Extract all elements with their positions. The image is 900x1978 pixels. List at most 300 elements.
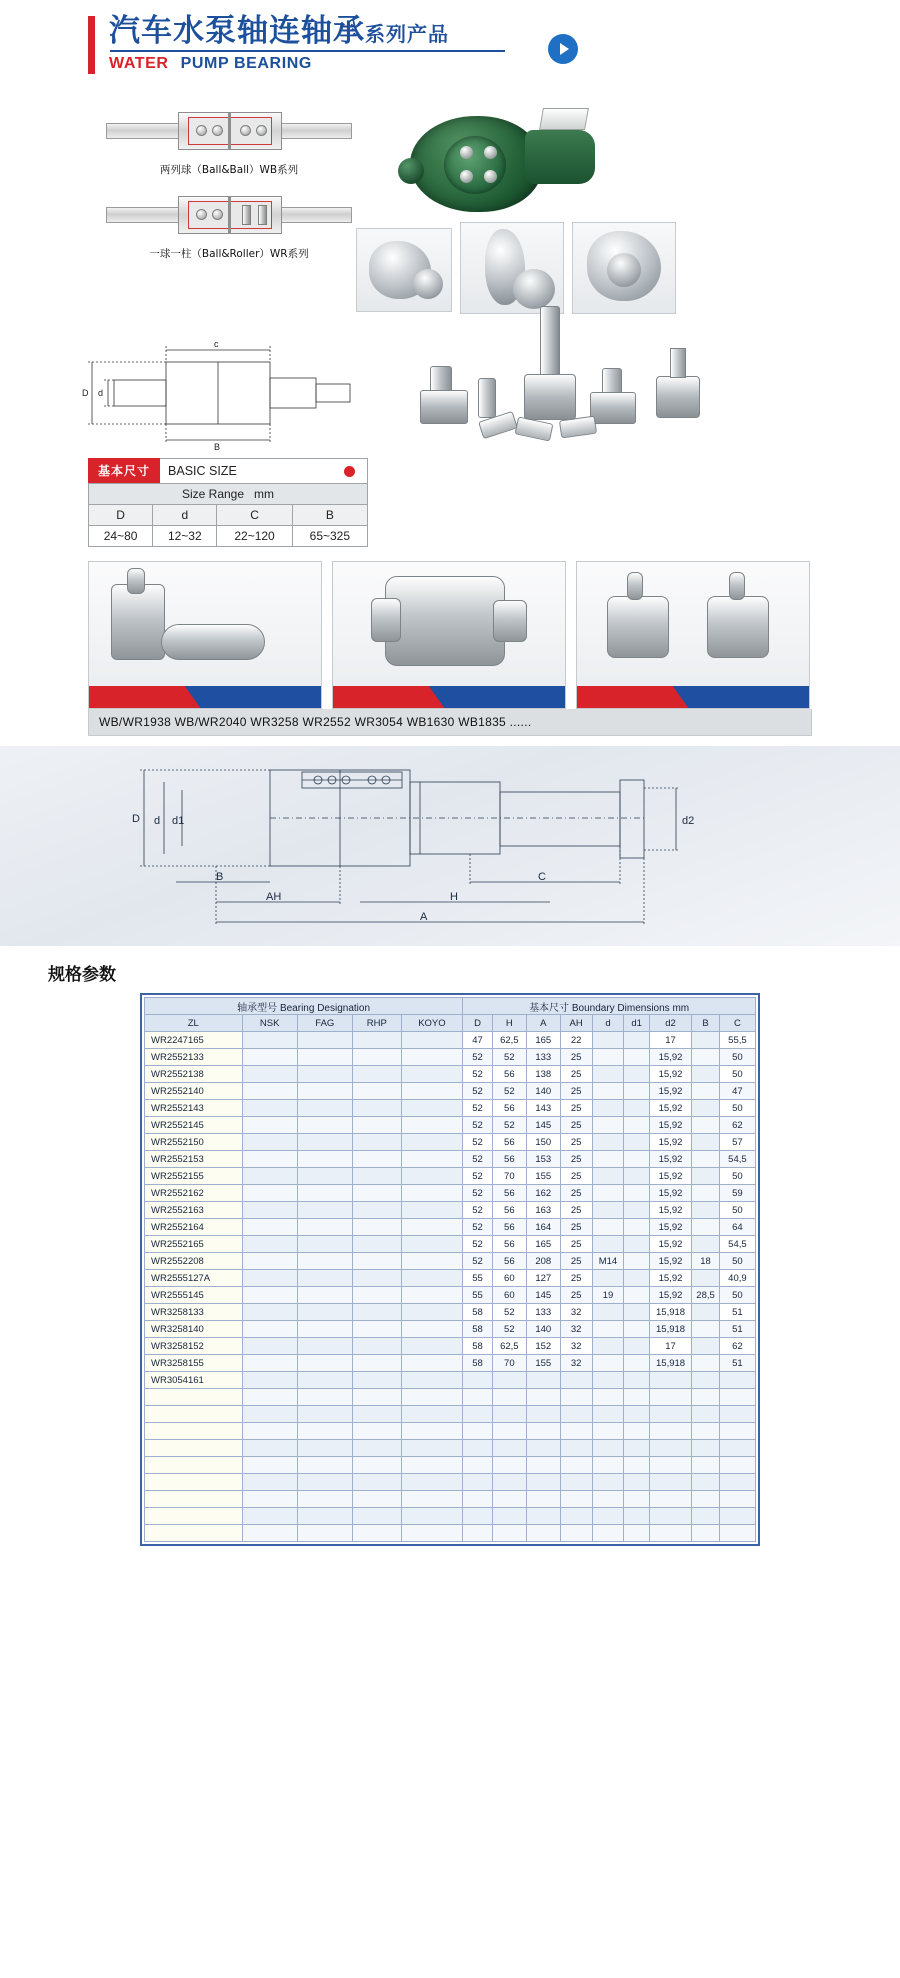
product-model-caption: WB/WR1938 WB/WR2040 WR3258 WR2552 WR3054 WB1630 WB1835 ...... [88, 709, 812, 736]
cell-B [692, 1083, 720, 1100]
shaft-left [106, 207, 184, 223]
spec-table [144, 997, 756, 1542]
cell-fag [297, 1355, 352, 1372]
cell-A: 138 [526, 1066, 560, 1083]
dim-label-c: c [214, 340, 219, 349]
cell-H [492, 1457, 526, 1474]
col-header-d1: d1 [624, 1015, 649, 1032]
cell-A [526, 1525, 560, 1542]
table-row [145, 1066, 756, 1083]
dim-label-d2: d2 [682, 815, 695, 827]
col-header-C: C [719, 1015, 755, 1032]
cell-H: 56 [492, 1185, 526, 1202]
title-block [0, 14, 900, 74]
cell-H: 56 [492, 1253, 526, 1270]
cell-koyo [401, 1134, 463, 1151]
cell-AH [560, 1457, 592, 1474]
cell-B [692, 1406, 720, 1423]
shaft-right [274, 207, 352, 223]
cell-d2 [649, 1389, 691, 1406]
cell-A [526, 1423, 560, 1440]
product-overview-area [0, 100, 900, 340]
cell-A [526, 1389, 560, 1406]
table-row [145, 1304, 756, 1321]
cell-d1 [624, 1338, 649, 1355]
cell-nsk [242, 1525, 297, 1542]
cell-rhp [352, 1032, 401, 1049]
cell-d2 [649, 1491, 691, 1508]
cell-D: 52 [463, 1100, 493, 1117]
cell-rhp [352, 1304, 401, 1321]
cell-AH: 32 [560, 1338, 592, 1355]
cell-C [719, 1406, 755, 1423]
table-row [145, 1338, 756, 1355]
cell-AH: 25 [560, 1100, 592, 1117]
cell-d2: 15,918 [649, 1304, 691, 1321]
cell-d1 [624, 1270, 649, 1287]
cell-koyo [401, 1406, 463, 1423]
col-header-d2: d2 [649, 1015, 691, 1032]
cell-koyo [401, 1474, 463, 1491]
cell-C: 55,5 [719, 1032, 755, 1049]
cell-AH: 25 [560, 1219, 592, 1236]
cell-A: 165 [526, 1032, 560, 1049]
cell-fag [297, 1491, 352, 1508]
cell-C [719, 1508, 755, 1525]
cell-d1 [624, 1355, 649, 1372]
bearing-part [590, 392, 636, 424]
cell-d2 [649, 1474, 691, 1491]
spec-column-header-row [145, 1015, 756, 1032]
schematic-ball-ball [104, 104, 354, 158]
pump-thumbnail-3 [572, 222, 676, 314]
table-row [145, 1423, 756, 1440]
dimension-drawing-small [0, 340, 900, 458]
cell-nsk [242, 1389, 297, 1406]
cell-fag [297, 1202, 352, 1219]
cell-AH: 25 [560, 1202, 592, 1219]
cell-nsk [242, 1151, 297, 1168]
cell-bearing-designation-zl: WR2552208 [145, 1253, 243, 1270]
cell-fag [297, 1287, 352, 1304]
cell-D: 58 [463, 1321, 493, 1338]
cell-d2: 15,92 [649, 1219, 691, 1236]
cell-rhp [352, 1151, 401, 1168]
cell-C [719, 1457, 755, 1474]
cell-d2: 15,92 [649, 1202, 691, 1219]
photo-band [577, 686, 809, 708]
cell-d [592, 1406, 624, 1423]
pump-inlet [398, 158, 424, 184]
cell-C: 50 [719, 1100, 755, 1117]
cell-D: 52 [463, 1083, 493, 1100]
cell-H: 52 [492, 1304, 526, 1321]
cell-B [692, 1236, 720, 1253]
cell-nsk [242, 1304, 297, 1321]
table-row [145, 1270, 756, 1287]
pump-outlet [525, 130, 595, 184]
cell-koyo [401, 1287, 463, 1304]
cell-koyo [401, 1185, 463, 1202]
cell-nsk [242, 1185, 297, 1202]
cell-H: 62,5 [492, 1338, 526, 1355]
group-header-dimensions-cn: 基本尺寸 [529, 1002, 570, 1014]
cell-AH: 25 [560, 1236, 592, 1253]
cell-H: 56 [492, 1202, 526, 1219]
cell-AH: 25 [560, 1287, 592, 1304]
dimension-svg-1 [78, 340, 378, 452]
dim-label-d1: d1 [172, 815, 185, 827]
cell-bearing-designation-zl: WR2552162 [145, 1185, 243, 1202]
cell-bearing-designation-zl: WR3258155 [145, 1355, 243, 1372]
page-subtitle [109, 55, 449, 73]
col-header-A: A [526, 1015, 560, 1032]
col-header-C: C [217, 505, 292, 526]
table-row [145, 1525, 756, 1542]
pump-thumbnail-1 [356, 228, 452, 312]
pump-bolt [460, 170, 473, 183]
cell-C [719, 1389, 755, 1406]
cell-d1 [624, 1236, 649, 1253]
cell-H: 56 [492, 1100, 526, 1117]
cell-AH [560, 1525, 592, 1542]
cell-B [692, 1321, 720, 1338]
cell-d1 [624, 1389, 649, 1406]
cell-A: 140 [526, 1321, 560, 1338]
cell-d2: 15,92 [649, 1253, 691, 1270]
cell-A: 208 [526, 1253, 560, 1270]
pump-part-shape [513, 269, 555, 309]
cell-rhp [352, 1338, 401, 1355]
cell-C: 64 [719, 1219, 755, 1236]
col-header-D: D [89, 505, 153, 526]
table-row [145, 1491, 756, 1508]
play-triangle-icon [560, 43, 569, 55]
cell-fag [297, 1338, 352, 1355]
cell-koyo [401, 1372, 463, 1389]
cell-d2: 15,92 [649, 1270, 691, 1287]
basic-size-tag-en-label: BASIC SIZE [168, 464, 237, 478]
cell-d1 [624, 1253, 649, 1270]
cell-C: 47 [719, 1083, 755, 1100]
table-row [145, 1151, 756, 1168]
cell-koyo [401, 1100, 463, 1117]
ball-element [196, 125, 207, 136]
group-header-designation [145, 998, 463, 1015]
cell-A: 133 [526, 1304, 560, 1321]
col-header-zl: ZL [145, 1015, 243, 1032]
bearing-part [656, 376, 700, 418]
shaft-part [627, 572, 643, 600]
cell-koyo [401, 1083, 463, 1100]
cell-rhp [352, 1457, 401, 1474]
photo-band [333, 686, 565, 708]
cell-D: 55 [463, 1287, 493, 1304]
cell-d1 [624, 1474, 649, 1491]
cell-d [592, 1134, 624, 1151]
col-header-B: B [292, 505, 367, 526]
page-subtitle-word1: WATER [109, 54, 169, 72]
play-badge-icon [548, 34, 578, 64]
cell-A: 140 [526, 1083, 560, 1100]
cell-B [692, 1219, 720, 1236]
cell-d1 [624, 1185, 649, 1202]
cell-d2: 17 [649, 1032, 691, 1049]
cell-rhp [352, 1287, 401, 1304]
value-d: 12~32 [153, 526, 217, 547]
group-header-designation-cn: 轴承型号 [237, 1002, 278, 1014]
cell-A [526, 1406, 560, 1423]
table-row [145, 1117, 756, 1134]
group-header-dimensions-en: Boundary Dimensions [571, 1002, 670, 1014]
cell-A: 145 [526, 1117, 560, 1134]
cell-A: 150 [526, 1134, 560, 1151]
cell-fag [297, 1185, 352, 1202]
cell-d1 [624, 1372, 649, 1389]
cell-H [492, 1406, 526, 1423]
shaft-left [106, 123, 184, 139]
cell-AH: 25 [560, 1253, 592, 1270]
cell-rhp [352, 1202, 401, 1219]
cell-B [692, 1151, 720, 1168]
cell-d1 [624, 1202, 649, 1219]
value-D: 24~80 [89, 526, 153, 547]
cell-fag [297, 1168, 352, 1185]
cell-D [463, 1508, 493, 1525]
cell-H: 52 [492, 1321, 526, 1338]
cell-AH: 32 [560, 1355, 592, 1372]
cell-AH [560, 1508, 592, 1525]
cell-koyo [401, 1508, 463, 1525]
dim-label-d: d [98, 388, 104, 398]
cell-H: 60 [492, 1287, 526, 1304]
cell-rhp [352, 1491, 401, 1508]
cell-D: 52 [463, 1253, 493, 1270]
cell-fag [297, 1219, 352, 1236]
cell-d1 [624, 1049, 649, 1066]
cell-bearing-designation-zl: WR2555127A [145, 1270, 243, 1287]
cell-H: 62,5 [492, 1032, 526, 1049]
cell-AH: 25 [560, 1151, 592, 1168]
cell-d [592, 1219, 624, 1236]
cell-nsk [242, 1491, 297, 1508]
cell-bearing-designation-zl: WR2247165 [145, 1032, 243, 1049]
figure-caption-ball-ball: 两列球（Ball&Ball）WB系列 [159, 164, 299, 176]
cell-C: 50 [719, 1202, 755, 1219]
cell-D: 52 [463, 1202, 493, 1219]
cell-d [592, 1202, 624, 1219]
cell-H: 56 [492, 1219, 526, 1236]
basic-size-header [88, 458, 368, 483]
cell-A: 133 [526, 1049, 560, 1066]
cell-C: 62 [719, 1338, 755, 1355]
col-header-D: D [463, 1015, 493, 1032]
cell-H [492, 1491, 526, 1508]
bearing-part [515, 416, 554, 441]
cell-H [492, 1440, 526, 1457]
cell-fag [297, 1049, 352, 1066]
col-header-koyo: KOYO [401, 1015, 463, 1032]
table-row [145, 1100, 756, 1117]
cell-d1 [624, 1168, 649, 1185]
cell-rhp [352, 1372, 401, 1389]
water-pump-photo [392, 102, 607, 224]
cell-A [526, 1457, 560, 1474]
spec-table-wrapper [140, 993, 760, 1546]
cell-d [592, 1491, 624, 1508]
cell-d [592, 1474, 624, 1491]
col-header-nsk: NSK [242, 1015, 297, 1032]
cell-nsk [242, 1321, 297, 1338]
cell-nsk [242, 1372, 297, 1389]
cell-B [692, 1457, 720, 1474]
cell-A [526, 1508, 560, 1525]
cell-nsk [242, 1406, 297, 1423]
cell-nsk [242, 1253, 297, 1270]
cell-A: 155 [526, 1355, 560, 1372]
cell-d [592, 1338, 624, 1355]
cell-A [526, 1491, 560, 1508]
cell-B [692, 1508, 720, 1525]
photo-band [89, 686, 321, 708]
cell-B [692, 1270, 720, 1287]
cell-D: 52 [463, 1117, 493, 1134]
table-row [145, 1406, 756, 1423]
figure-ball-roller [104, 188, 354, 261]
cell-d1 [624, 1321, 649, 1338]
cell-fag [297, 1406, 352, 1423]
dim-label-d: d [154, 815, 161, 827]
spec-group-header-row [145, 998, 756, 1015]
cell-C: 50 [719, 1049, 755, 1066]
cell-d [592, 1389, 624, 1406]
bearing-part [111, 584, 165, 660]
pump-flange [444, 136, 506, 194]
cell-AH: 25 [560, 1185, 592, 1202]
dim-label-C: C [538, 871, 546, 883]
dim-label-A: A [420, 911, 428, 923]
product-photo-1 [88, 561, 322, 709]
cell-d2 [649, 1525, 691, 1542]
title-divider [110, 50, 505, 52]
cell-A: 143 [526, 1100, 560, 1117]
basic-size-tag-en [160, 458, 368, 483]
cell-nsk [242, 1338, 297, 1355]
cell-D [463, 1474, 493, 1491]
cell-H: 52 [492, 1049, 526, 1066]
bearing-part [524, 374, 576, 420]
cell-D [463, 1423, 493, 1440]
cell-d1 [624, 1457, 649, 1474]
cell-AH: 32 [560, 1304, 592, 1321]
cell-fag [297, 1321, 352, 1338]
cell-d [592, 1049, 624, 1066]
cell-H: 52 [492, 1117, 526, 1134]
cell-nsk [242, 1457, 297, 1474]
cell-koyo [401, 1219, 463, 1236]
dim-label-B: B [216, 871, 224, 883]
spec-table-body [145, 1032, 756, 1542]
cell-d [592, 1355, 624, 1372]
cell-rhp [352, 1474, 401, 1491]
cell-A [526, 1474, 560, 1491]
cell-rhp [352, 1134, 401, 1151]
cell-nsk [242, 1287, 297, 1304]
cell-A: 127 [526, 1270, 560, 1287]
cell-D [463, 1389, 493, 1406]
cell-B [692, 1372, 720, 1389]
cell-D: 52 [463, 1134, 493, 1151]
cell-koyo [401, 1491, 463, 1508]
cell-fag [297, 1372, 352, 1389]
roller-element [258, 205, 267, 225]
cell-koyo [401, 1338, 463, 1355]
dim-label-AH: AH [266, 891, 282, 903]
cell-d [592, 1185, 624, 1202]
dim-label-B: B [214, 442, 221, 452]
cell-bearing-designation-zl: WR3054161 [145, 1372, 243, 1389]
cell-H: 60 [492, 1270, 526, 1287]
pump-bolt [484, 146, 497, 159]
cell-d2 [649, 1440, 691, 1457]
cell-koyo [401, 1049, 463, 1066]
cell-d2: 15,918 [649, 1321, 691, 1338]
cell-d1 [624, 1134, 649, 1151]
group-header-dimensions-unit: mm [672, 1002, 690, 1014]
cell-fag [297, 1032, 352, 1049]
product-photo-3 [576, 561, 810, 709]
table-row [145, 1508, 756, 1525]
cell-d1 [624, 1151, 649, 1168]
group-header-dimensions [463, 998, 756, 1015]
cell-d2: 15,92 [649, 1117, 691, 1134]
table-row [89, 505, 368, 526]
cell-fag [297, 1389, 352, 1406]
cell-C: 51 [719, 1355, 755, 1372]
spec-table-head [145, 998, 756, 1032]
cell-d2: 15,92 [649, 1100, 691, 1117]
cell-koyo [401, 1032, 463, 1049]
cell-D: 52 [463, 1185, 493, 1202]
cell-AH: 25 [560, 1134, 592, 1151]
figure-ball-ball [104, 104, 354, 177]
dimension-drawing-large [0, 746, 900, 946]
bearing-part [420, 390, 468, 424]
cell-C: 50 [719, 1168, 755, 1185]
bearing-part [670, 348, 686, 378]
cell-d2: 15,92 [649, 1151, 691, 1168]
cell-D [463, 1457, 493, 1474]
cell-bearing-designation-zl [145, 1508, 243, 1525]
cell-d1 [624, 1406, 649, 1423]
cell-A: 164 [526, 1219, 560, 1236]
cell-d1 [624, 1083, 649, 1100]
cell-d [592, 1372, 624, 1389]
value-B: 65~325 [292, 526, 367, 547]
cell-bearing-designation-zl: WR2555145 [145, 1287, 243, 1304]
cell-d [592, 1100, 624, 1117]
cell-H [492, 1508, 526, 1525]
table-row [89, 484, 368, 505]
cell-nsk [242, 1423, 297, 1440]
cell-koyo [401, 1457, 463, 1474]
cell-B [692, 1032, 720, 1049]
table-row [145, 1202, 756, 1219]
cell-bearing-designation-zl: WR3258133 [145, 1304, 243, 1321]
cell-d1 [624, 1117, 649, 1134]
cell-H: 56 [492, 1151, 526, 1168]
cell-C [719, 1491, 755, 1508]
